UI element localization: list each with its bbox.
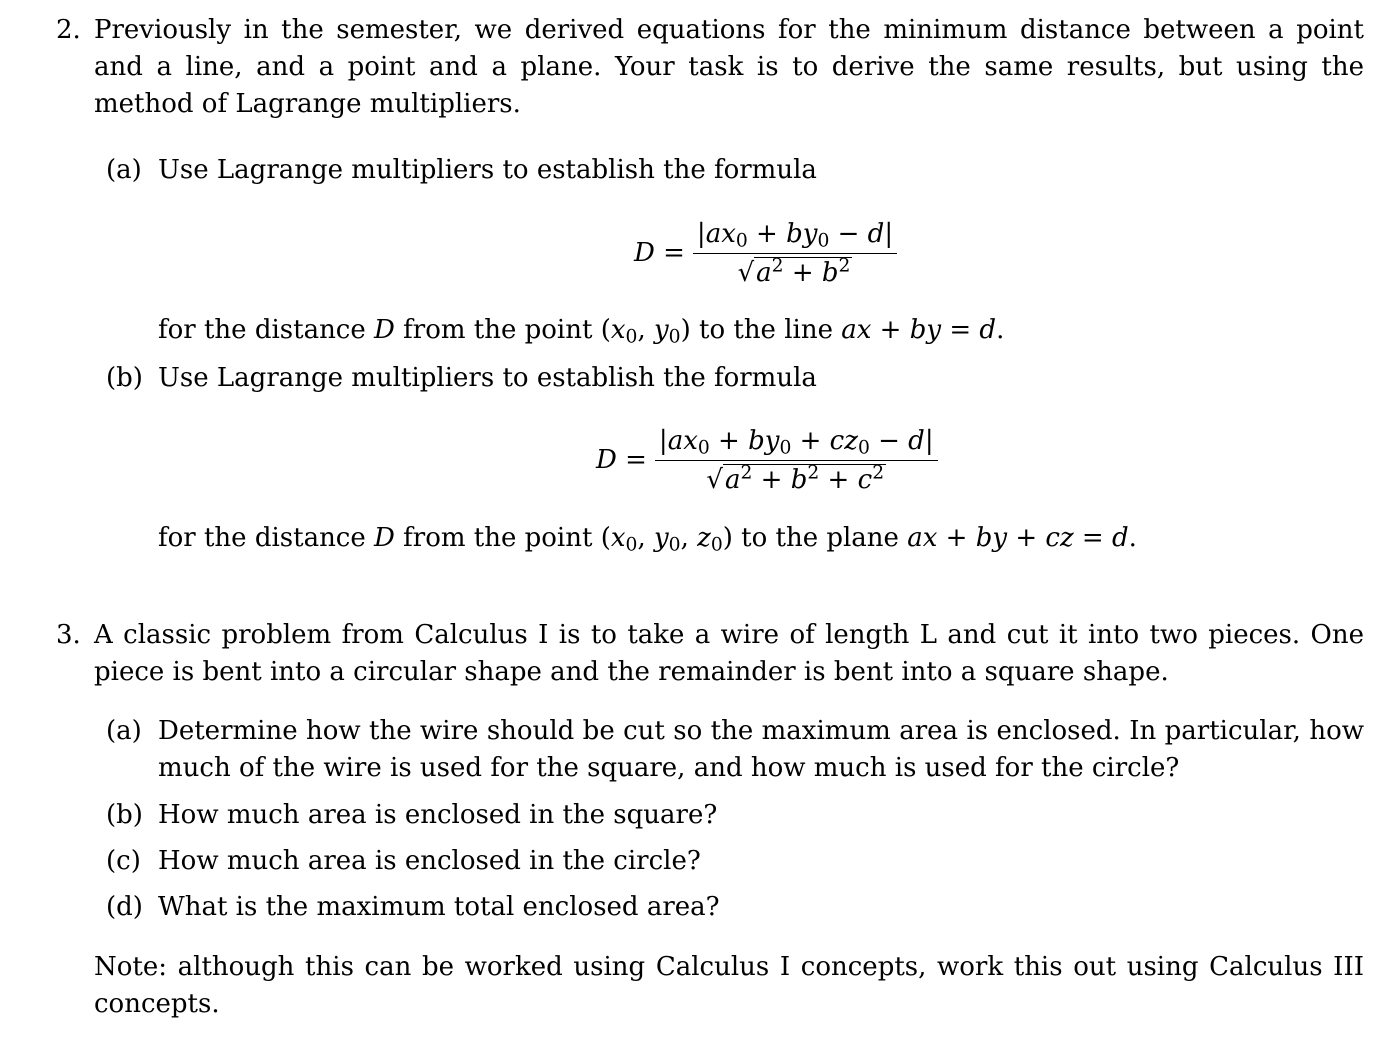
problem-2a-after-mid: from the point [403,315,593,345]
problem-2b-label: (b) [106,363,143,393]
problem-3a-label: (a) [106,716,142,746]
problem-3c-text: How much area is enclosed in the circle? [158,846,701,876]
problem-2b-after-prefix: for the distance [158,523,366,553]
problem-3-number: 3. [56,620,81,650]
problem-3b-text: How much area is enclosed in the square? [158,800,718,830]
problem-2a-end: . [996,315,1005,345]
problem-2b-end: . [1128,523,1137,553]
problem-3-text: A classic problem from Calculus I is to take a wire of length L and cut it into two pieces. One piece is bent into a circular shape and the remainder is bent into a square shape. [94,620,1364,687]
problem-2-number: 2. [56,15,81,45]
problem-3a-text: Determine how the wire should be cut so the maximum area is enclosed. In particular, how much of the wire is used for the square, and how much is used for the circle? [158,716,1364,783]
problem-2a-intro: Use Lagrange multipliers to establish the formula [158,155,817,185]
problem-3-note: Note: although this can be worked using Calculus I concepts, work this out using Calculus III concepts. [94,952,1364,1019]
problem-2b-after-mid2: to the plane [741,523,899,553]
problem-3b-label: (b) [106,800,143,830]
problem-3d-label: (d) [106,892,143,922]
problem-3c-label: (c) [106,846,141,876]
problem-2a-after-mid2: to the line [699,315,833,345]
problem-2-text: Previously in the semester, we derived equations for the minimum distance between a point and a line, and a point and a plane. Your task is to derive the same results, but using the method of Lagrange multipliers. [94,15,1364,119]
problem-2a-label: (a) [106,155,142,185]
problem-2b-intro: Use Lagrange multipliers to establish the formula [158,363,817,393]
problem-2b-after-mid: from the point [403,523,593,553]
formula-point-plane: D = $\frac{|ax_0 + by_0 + cz_0 - d|}{√a^2 + b^2 + c^2}$ [596,424,938,497]
problem-2a-after-prefix: for the distance [158,315,366,345]
problem-3d-text: What is the maximum total enclosed area? [158,892,720,922]
formula-point-line: D = $\frac{|ax_0 + by_0 - d|}{√a^2 + b^2}$ [634,217,897,290]
